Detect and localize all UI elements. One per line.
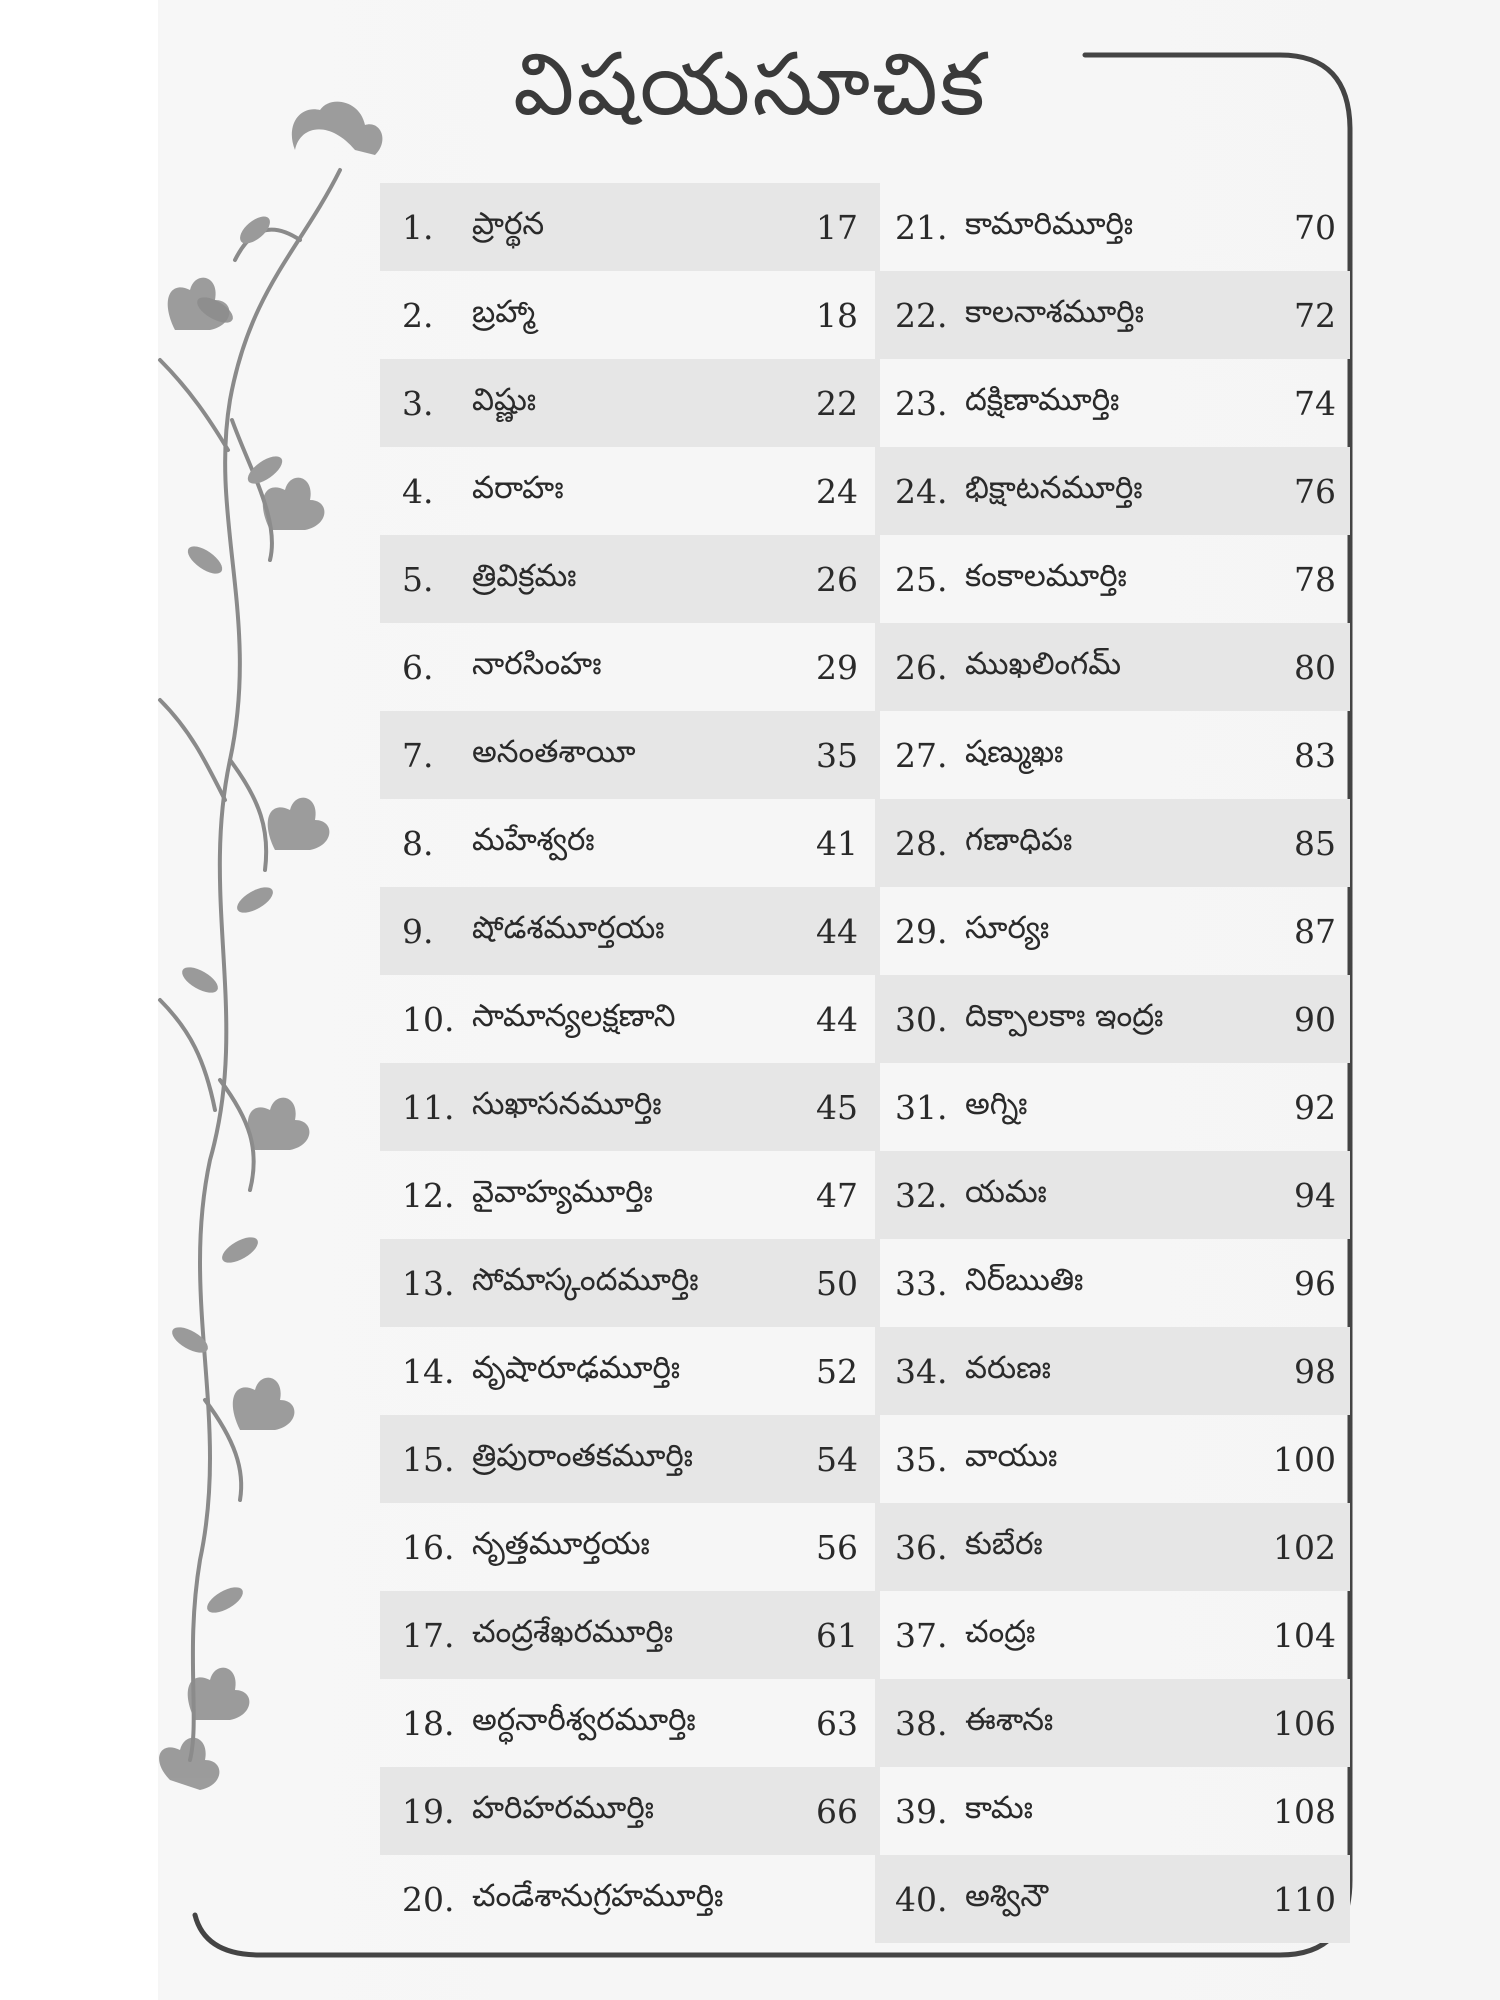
toc-entry (380, 1151, 880, 1239)
toc-entry-page: 76 (1294, 471, 1336, 511)
toc-entry-title: షణ్ముఖః (965, 733, 1064, 770)
toc-entry-number: 39. (895, 1791, 948, 1831)
toc-entry-title: విష్ణుః (472, 381, 537, 418)
toc-entry-title: సుఖాసనమూర్తిః (472, 1085, 662, 1122)
toc-entry-title: త్రిపురాంతకమూర్తిః (472, 1437, 693, 1474)
toc-entry-title: నృత్తమూర్తయః (472, 1525, 650, 1562)
toc-entry (875, 359, 1350, 447)
toc-entry-page: 80 (1294, 647, 1336, 687)
toc-entry-number: 40. (895, 1879, 948, 1919)
toc-entry-page: 96 (1294, 1263, 1336, 1303)
toc-entry (875, 1503, 1350, 1591)
toc-right-column (875, 183, 1350, 1943)
toc-entry-title: హరిహరమూర్తిః (472, 1789, 654, 1826)
toc-left-column (380, 183, 880, 1943)
toc-entry-page: 47 (816, 1175, 858, 1215)
toc-entry-number: 7. (402, 735, 434, 775)
toc-entry-title: సామాన్యలక్షణాని (472, 997, 676, 1034)
toc-entry-title: ముఖలింగమ్ (965, 645, 1121, 682)
toc-entry (875, 1327, 1350, 1415)
toc-entry-title: చంద్రశేఖరమూర్తిః (472, 1613, 674, 1650)
toc-entry-page: 104 (1273, 1615, 1336, 1655)
toc-entry-number: 18. (402, 1703, 455, 1743)
toc-entry-title: దిక్పాలకాః ఇంద్రః (965, 997, 1164, 1034)
toc-entry (380, 359, 880, 447)
toc-entry (875, 1063, 1350, 1151)
toc-entry-number: 3. (402, 383, 434, 423)
toc-entry-number: 30. (895, 999, 948, 1039)
toc-entry-page: 83 (1294, 735, 1336, 775)
toc-entry (875, 535, 1350, 623)
toc-entry-page: 106 (1273, 1703, 1336, 1743)
toc-entry (875, 1855, 1350, 1943)
toc-entry-number: 35. (895, 1439, 948, 1479)
toc-entry (875, 1151, 1350, 1239)
toc-entry-title: సోమాస్కందమూర్తిః (472, 1261, 699, 1298)
toc-entry (875, 183, 1350, 271)
toc-entry (875, 1591, 1350, 1679)
toc-entry-title: చండేశానుగ్రహమూర్తిః (472, 1877, 724, 1914)
toc-entry (380, 1503, 880, 1591)
toc-entry (380, 1327, 880, 1415)
toc-entry-page: 85 (1294, 823, 1336, 863)
toc-entry-title: వరుణః (965, 1349, 1051, 1386)
toc-entry-title: కామారిమూర్తిః (965, 205, 1134, 242)
toc-entry-page: 50 (816, 1263, 858, 1303)
toc-entry-page: 98 (1294, 1351, 1336, 1391)
toc-entry-number: 33. (895, 1263, 948, 1303)
toc-entry-title: బ్రహ్మా (472, 293, 536, 330)
toc-entry-page: 44 (816, 999, 858, 1039)
toc-entry (380, 447, 880, 535)
toc-entry-number: 26. (895, 647, 948, 687)
toc-entry-title: అర్ధనారీశ్వరమూర్తిః (472, 1701, 696, 1738)
toc-entry-title: కాలనాశమూర్తిః (965, 293, 1144, 330)
toc-entry-page: 63 (816, 1703, 858, 1743)
toc-entry-page: 78 (1294, 559, 1336, 599)
toc-entry-number: 29. (895, 911, 948, 951)
toc-entry (875, 1239, 1350, 1327)
toc-entry-title: యమః (965, 1173, 1047, 1210)
toc-entry-title: షోడశమూర్తయః (472, 909, 665, 946)
toc-entry-title: వరాహః (472, 469, 564, 506)
toc-entry-page: 56 (816, 1527, 858, 1567)
toc-entry-number: 13. (402, 1263, 455, 1303)
toc-entry-page: 70 (1294, 207, 1336, 247)
toc-entry (380, 1679, 880, 1767)
toc-entry (875, 447, 1350, 535)
toc-entry-number: 23. (895, 383, 948, 423)
toc-entry-number: 10. (402, 999, 455, 1039)
toc-entry (875, 799, 1350, 887)
toc-entry (380, 711, 880, 799)
toc-entry-page: 44 (816, 911, 858, 951)
toc-entry-number: 21. (895, 207, 948, 247)
toc-entry-number: 12. (402, 1175, 455, 1215)
toc-entry (875, 1767, 1350, 1855)
toc-entry-number: 25. (895, 559, 948, 599)
toc-entry-title: నిర్ఋతిః (965, 1261, 1084, 1298)
toc-entry (875, 711, 1350, 799)
toc-entry-page: 17 (816, 207, 858, 247)
toc-entry-title: ఈశానః (965, 1701, 1054, 1738)
toc-entry-title: కంకాలమూర్తిః (965, 557, 1127, 594)
toc-entry-number: 32. (895, 1175, 948, 1215)
toc-entry-page: 29 (816, 647, 858, 687)
toc-entry (380, 799, 880, 887)
toc-entry-number: 19. (402, 1791, 455, 1831)
toc-entry-page: 41 (816, 823, 858, 863)
toc-entry-title: అశ్వినౌ (965, 1877, 1049, 1914)
toc-entry-title: సూర్యః (965, 909, 1050, 946)
toc-entry-number: 36. (895, 1527, 948, 1567)
toc-entry-number: 6. (402, 647, 434, 687)
toc-entry-number: 2. (402, 295, 434, 335)
toc-entry (875, 271, 1350, 359)
toc-entry-number: 15. (402, 1439, 455, 1479)
toc-entry (380, 1591, 880, 1679)
toc-entry-page: 72 (1294, 295, 1336, 335)
toc-entry-number: 28. (895, 823, 948, 863)
toc-entry-page: 66 (816, 1791, 858, 1831)
toc-entry (380, 1239, 880, 1327)
toc-entry-page: 74 (1294, 383, 1336, 423)
toc-entry (380, 975, 880, 1063)
toc-entry-title: అగ్నిః (965, 1085, 1028, 1122)
toc-entry-page: 52 (816, 1351, 858, 1391)
toc-entry-title: త్రివిక్రమః (472, 557, 577, 594)
toc-entry (380, 623, 880, 711)
toc-entry-title: కామః (965, 1789, 1033, 1826)
toc-entry (380, 535, 880, 623)
toc-entry-page: 94 (1294, 1175, 1336, 1215)
toc-entry-page: 110 (1273, 1879, 1336, 1919)
toc-entry-number: 20. (402, 1879, 455, 1919)
toc-entry-number: 5. (402, 559, 434, 599)
toc-entry-title: మహేశ్వరః (472, 821, 595, 858)
toc-entry-title: దక్షిణామూర్తిః (965, 381, 1120, 418)
toc-entry-number: 9. (402, 911, 434, 951)
toc-entry (380, 1855, 880, 1943)
toc-entry-title: కుబేరః (965, 1525, 1043, 1562)
toc-entry-title: చంద్రః (965, 1613, 1036, 1650)
toc-entry-number: 14. (402, 1351, 455, 1391)
toc-entry-page: 92 (1294, 1087, 1336, 1127)
toc-entry-number: 22. (895, 295, 948, 335)
toc-entry-page: 45 (816, 1087, 858, 1127)
toc-entry (875, 887, 1350, 975)
toc-entry-page: 61 (816, 1615, 858, 1655)
toc-entry-number: 37. (895, 1615, 948, 1655)
toc-entry-number: 24. (895, 471, 948, 511)
toc-entry-page: 54 (816, 1439, 858, 1479)
page-title: విషయసూచిక (513, 35, 987, 135)
toc-entry (380, 1767, 880, 1855)
toc-entry-title: నారసింహః (472, 645, 602, 682)
toc-entry-title: భిక్షాటనమూర్తిః (965, 469, 1143, 506)
toc-entry-number: 11. (402, 1087, 455, 1127)
toc-entry-number: 34. (895, 1351, 948, 1391)
toc-entry (380, 1415, 880, 1503)
toc-entry (875, 1679, 1350, 1767)
toc-entry (380, 271, 880, 359)
toc-entry-page: 24 (816, 471, 858, 511)
toc-entry-page: 26 (816, 559, 858, 599)
toc-entry-title: గణాధిపః (965, 821, 1073, 858)
toc-entry (380, 183, 880, 271)
toc-entry (380, 1063, 880, 1151)
toc-entry-number: 16. (402, 1527, 455, 1567)
toc-entry (380, 887, 880, 975)
toc-entry (875, 1415, 1350, 1503)
toc-entry-page: 22 (816, 383, 858, 423)
toc-entry (875, 623, 1350, 711)
toc-entry-number: 27. (895, 735, 948, 775)
toc-entry-title: ప్రార్థన (472, 205, 545, 242)
toc-entry-page: 102 (1273, 1527, 1336, 1567)
toc-entry-page: 108 (1273, 1791, 1336, 1831)
toc-entry-page: 18 (816, 295, 858, 335)
toc-entry-title: వైవాహ్యమూర్తిః (472, 1173, 653, 1210)
toc-entry-number: 31. (895, 1087, 948, 1127)
toc-entry-title: అనంతశాయీ (472, 733, 636, 770)
toc-entry-title: వాయుః (965, 1437, 1058, 1474)
toc-entry-page: 35 (816, 735, 858, 775)
toc-entry-page: 100 (1273, 1439, 1336, 1479)
toc-entry-title: వృషారూఢమూర్తిః (472, 1349, 681, 1386)
toc-entry-number: 4. (402, 471, 434, 511)
toc-entry-number: 38. (895, 1703, 948, 1743)
toc-entry-number: 8. (402, 823, 434, 863)
toc-entry-page: 90 (1294, 999, 1336, 1039)
toc-entry-number: 1. (402, 207, 434, 247)
toc-entry (875, 975, 1350, 1063)
toc-entry-number: 17. (402, 1615, 455, 1655)
toc-entry-page: 87 (1294, 911, 1336, 951)
